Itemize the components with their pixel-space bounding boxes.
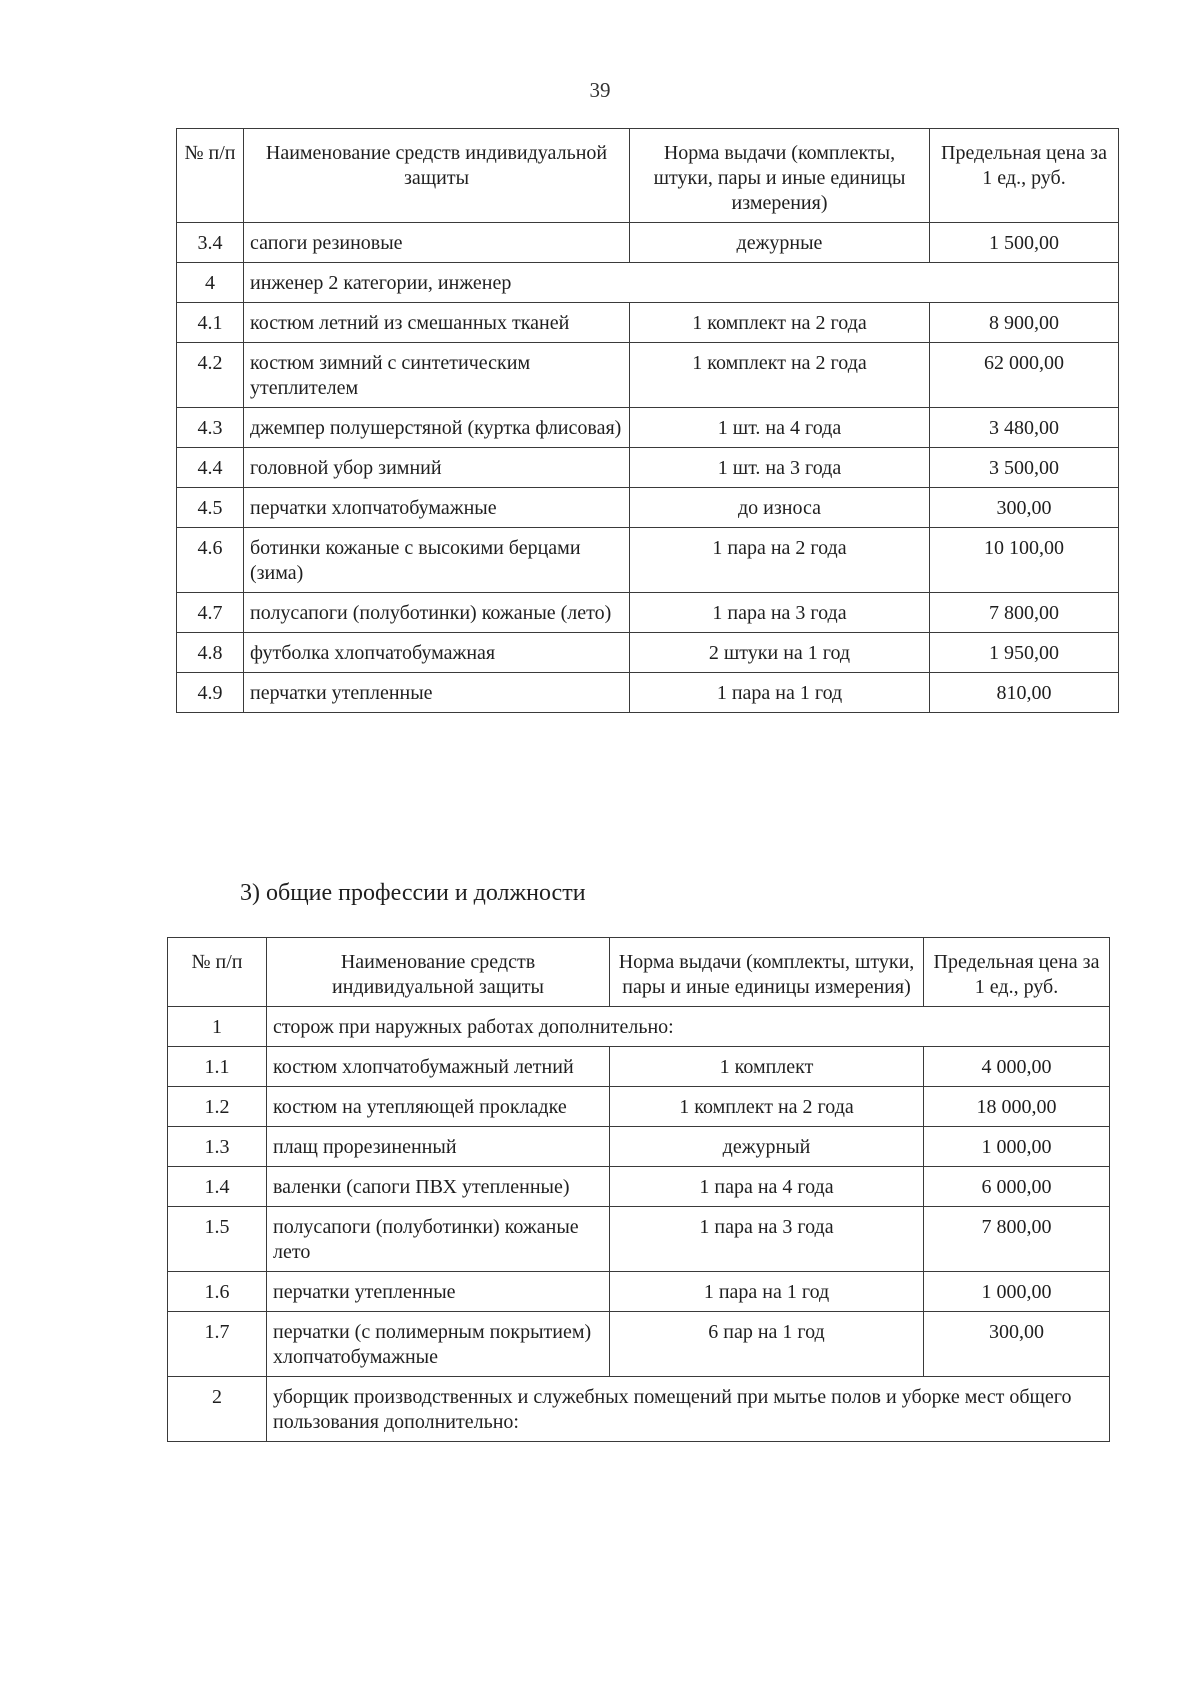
cell-price: 1 000,00 <box>924 1272 1110 1312</box>
cell-num: 4.5 <box>177 488 244 528</box>
cell-num: 1 <box>168 1007 267 1047</box>
table-row <box>168 1312 1110 1377</box>
cell-name: полусапоги (полуботинки) кожаные (лето) <box>244 593 630 633</box>
cell-name: костюм хлопчатобумажный летний <box>267 1047 610 1087</box>
table-header-row <box>168 938 1110 1007</box>
cell-price: 10 100,00 <box>930 528 1119 593</box>
cell-num: 4.2 <box>177 343 244 408</box>
table-row <box>168 1127 1110 1167</box>
table-row <box>168 1047 1110 1087</box>
cell-num: 1.1 <box>168 1047 267 1087</box>
table-row <box>168 1087 1110 1127</box>
cell-num: 3.4 <box>177 223 244 263</box>
header-price: Предельная цена за 1 ед., руб. <box>930 129 1119 223</box>
cell-name: ботинки кожаные с высокими берцами (зима) <box>244 528 630 593</box>
cell-num: 4.7 <box>177 593 244 633</box>
table-row <box>177 448 1119 488</box>
table-row <box>177 528 1119 593</box>
cell-name: полусапоги (полуботинки) кожаные лето <box>267 1207 610 1272</box>
cell-price: 4 000,00 <box>924 1047 1110 1087</box>
section-heading: 3) общие профессии и должности <box>240 880 586 906</box>
cell-name: перчатки (с полимерным покрытием) хлопчатобумажные <box>267 1312 610 1377</box>
cell-num: 1.4 <box>168 1167 267 1207</box>
group-row <box>168 1007 1110 1047</box>
table-row <box>177 303 1119 343</box>
table-row <box>177 408 1119 448</box>
cell-num: 1.3 <box>168 1127 267 1167</box>
cell-name: костюм на утепляющей прокладке <box>267 1087 610 1127</box>
cell-price: 18 000,00 <box>924 1087 1110 1127</box>
header-name: Наименование средств индивидуальной защиты <box>244 129 630 223</box>
table-row <box>168 1207 1110 1272</box>
cell-name: перчатки утепленные <box>244 673 630 713</box>
cell-price: 1 950,00 <box>930 633 1119 673</box>
cell-name: джемпер полушерстяной (куртка флисовая) <box>244 408 630 448</box>
cell-num: 4.4 <box>177 448 244 488</box>
table-row <box>177 223 1119 263</box>
ppe-table-general-professions <box>167 937 1110 1442</box>
cell-num: 2 <box>168 1377 267 1442</box>
cell-norm: 1 пара на 1 год <box>630 673 930 713</box>
cell-price: 6 000,00 <box>924 1167 1110 1207</box>
page-number: 39 <box>589 78 611 102</box>
cell-num: 1.7 <box>168 1312 267 1377</box>
cell-price: 3 500,00 <box>930 448 1119 488</box>
cell-norm: 1 комплект <box>610 1047 924 1087</box>
cell-norm: 1 шт. на 3 года <box>630 448 930 488</box>
cell-norm: дежурный <box>610 1127 924 1167</box>
group-row <box>177 263 1119 303</box>
table-row <box>177 593 1119 633</box>
table-row <box>177 488 1119 528</box>
cell-norm: 6 пар на 1 год <box>610 1312 924 1377</box>
table-row <box>177 343 1119 408</box>
cell-name: плащ прорезиненный <box>267 1127 610 1167</box>
cell-norm: 1 пара на 1 год <box>610 1272 924 1312</box>
cell-name: перчатки утепленные <box>267 1272 610 1312</box>
header-num: № п/п <box>177 129 244 223</box>
cell-norm: 1 комплект на 2 года <box>630 303 930 343</box>
table-row <box>177 673 1119 713</box>
header-norm: Норма выдачи (комплекты, штуки, пары и иные единицы измерения) <box>630 129 930 223</box>
cell-name: костюм летний из смешанных тканей <box>244 303 630 343</box>
cell-price: 62 000,00 <box>930 343 1119 408</box>
cell-norm: 1 пара на 2 года <box>630 528 930 593</box>
cell-norm: до износа <box>630 488 930 528</box>
table-row <box>177 633 1119 673</box>
cell-price: 7 800,00 <box>924 1207 1110 1272</box>
cell-price: 810,00 <box>930 673 1119 713</box>
cell-norm: 1 шт. на 4 года <box>630 408 930 448</box>
header-price: Предельная цена за 1 ед., руб. <box>924 938 1110 1007</box>
cell-norm: 1 пара на 3 года <box>610 1207 924 1272</box>
table-row <box>168 1272 1110 1312</box>
cell-group-title: инженер 2 категории, инженер <box>244 263 1119 303</box>
cell-num: 4.6 <box>177 528 244 593</box>
cell-norm: дежурные <box>630 223 930 263</box>
cell-num: 4.3 <box>177 408 244 448</box>
cell-name: сапоги резиновые <box>244 223 630 263</box>
cell-price: 8 900,00 <box>930 303 1119 343</box>
cell-price: 300,00 <box>924 1312 1110 1377</box>
cell-num: 4.8 <box>177 633 244 673</box>
cell-norm: 1 пара на 4 года <box>610 1167 924 1207</box>
cell-price: 1 000,00 <box>924 1127 1110 1167</box>
header-name: Наименование средств индивидуальной защиты <box>267 938 610 1007</box>
cell-norm: 2 штуки на 1 год <box>630 633 930 673</box>
cell-price: 1 500,00 <box>930 223 1119 263</box>
cell-name: перчатки хлопчатобумажные <box>244 488 630 528</box>
header-num: № п/п <box>168 938 267 1007</box>
cell-norm: 1 комплект на 2 года <box>610 1087 924 1127</box>
ppe-table-engineers <box>176 128 1119 713</box>
cell-num: 1.5 <box>168 1207 267 1272</box>
cell-price: 7 800,00 <box>930 593 1119 633</box>
cell-price: 300,00 <box>930 488 1119 528</box>
cell-num: 4.1 <box>177 303 244 343</box>
cell-num: 1.6 <box>168 1272 267 1312</box>
cell-name: футболка хлопчатобумажная <box>244 633 630 673</box>
cell-num: 4.9 <box>177 673 244 713</box>
header-norm: Норма выдачи (комплекты, штуки, пары и иные единицы измерения) <box>610 938 924 1007</box>
cell-group-title: уборщик производственных и служебных помещений при мытье полов и уборке мест общего пользования дополнительно: <box>267 1377 1110 1442</box>
cell-group-title: сторож при наружных работах дополнительно: <box>267 1007 1110 1047</box>
group-row <box>168 1377 1110 1442</box>
table-row <box>168 1167 1110 1207</box>
cell-name: костюм зимний с синтетическим утеплителем <box>244 343 630 408</box>
table-header-row <box>177 129 1119 223</box>
cell-num: 1.2 <box>168 1087 267 1127</box>
cell-norm: 1 комплект на 2 года <box>630 343 930 408</box>
cell-name: валенки (сапоги ПВХ утепленные) <box>267 1167 610 1207</box>
cell-price: 3 480,00 <box>930 408 1119 448</box>
cell-num: 4 <box>177 263 244 303</box>
cell-norm: 1 пара на 3 года <box>630 593 930 633</box>
cell-name: головной убор зимний <box>244 448 630 488</box>
